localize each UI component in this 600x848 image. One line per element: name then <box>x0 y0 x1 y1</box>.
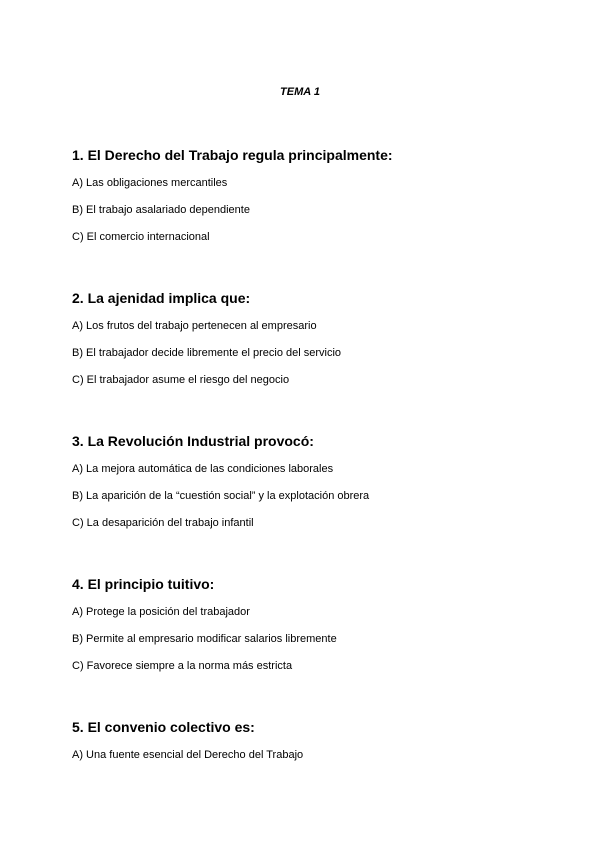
option-a: A) Las obligaciones mercantiles <box>72 177 228 189</box>
question-text: 5. El convenio colectivo es: <box>72 719 255 735</box>
options-list <box>72 462 542 530</box>
option-b: B) El trabajo asalariado dependiente <box>72 204 250 216</box>
options-list <box>72 748 542 762</box>
option-c: C) El trabajador asume el riesgo del negocio <box>72 374 290 386</box>
option-a: A) La mejora automática de las condiciones laborales <box>72 463 334 475</box>
question-4 <box>72 575 542 673</box>
document-title: TEMA 1 <box>280 86 320 98</box>
question-text: 1. El Derecho del Trabajo regula principalmente: <box>72 147 393 163</box>
question-text: 3. La Revolución Industrial provocó: <box>72 433 314 449</box>
option-c: C) El comercio internacional <box>72 231 210 243</box>
option-b: B) El trabajador decide libremente el precio del servicio <box>72 347 342 359</box>
question-1 <box>72 146 542 244</box>
question-3 <box>72 432 542 530</box>
option-b: B) Permite al empresario modificar salarios libremente <box>72 633 337 645</box>
option-c: C) Favorece siempre a la norma más estricta <box>72 660 293 672</box>
question-text: 2. La ajenidad implica que: <box>72 290 251 306</box>
question-2 <box>72 289 542 387</box>
options-list <box>72 319 542 387</box>
option-c: C) La desaparición del trabajo infantil <box>72 517 254 529</box>
question-5 <box>72 718 542 762</box>
option-a: A) Una fuente esencial del Derecho del Trabajo <box>72 749 304 761</box>
option-a: A) Protege la posición del trabajador <box>72 606 250 618</box>
option-b: B) La aparición de la “cuestión social” y la explotación obrera <box>72 490 370 502</box>
options-list <box>72 176 542 244</box>
option-a: A) Los frutos del trabajo pertenecen al empresario <box>72 320 317 332</box>
options-list <box>72 605 542 673</box>
question-text: 4. El principio tuitivo: <box>72 576 215 592</box>
